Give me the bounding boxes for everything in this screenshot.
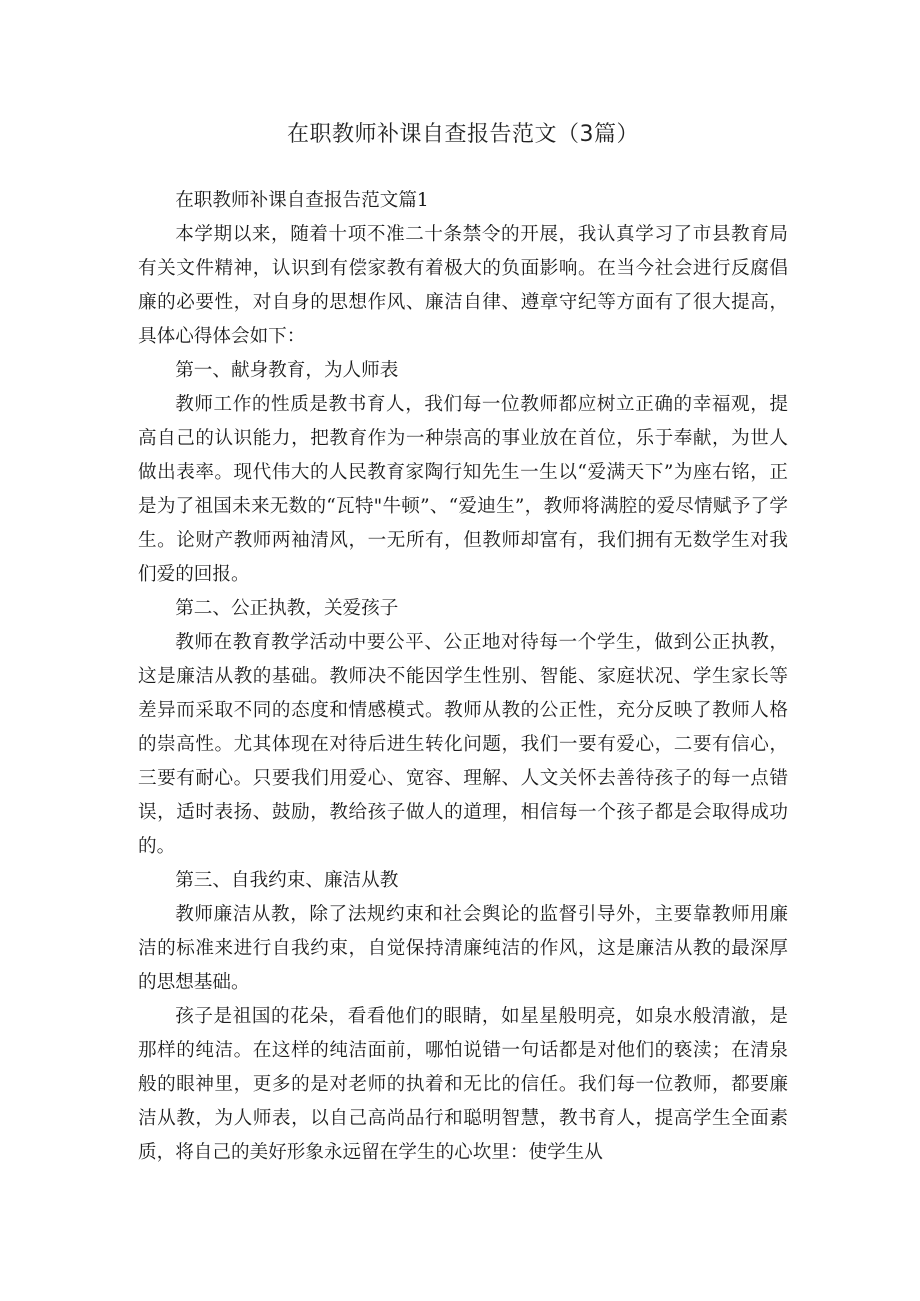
section-heading-article-1: 在职教师补课自查报告范文篇1 <box>175 190 429 211</box>
paragraph-intro: 本学期以来，随着十项不准二十条禁令的开展，我认真学习了市县教育局有关文件精神，认识到有偿家教有着极大的负面影响。在当今社会进行反腐倡廉的必要性，对自身的思想作风、廉洁自律、遵章守纪等方面有了很大提高，具体心得体会如下： <box>138 224 788 347</box>
document-body <box>138 184 788 1170</box>
paragraph-second: 教师在教育教学活动中要公平、公正地对待每一个学生，做到公正执教，这是廉洁从教的基础。教师决不能因学生性别、智能、家庭状况、学生家长等差异而采取不同的态度和情感模式。教师从教的公正性，充分反映了教师人格的崇高性。尤其体现在对待后进生转化问题，我们一要有爱心，二要有信心，三要有耐心。只要我们用爱心、宽容、理解、人文关怀去善待孩子的每一点错误，适时表扬、鼓励，教给孩子做人的道理，相信每一个孩子都是会取得成功的。 <box>138 632 788 857</box>
document-title: 在职教师补课自查报告范文（3篇） <box>287 122 639 147</box>
paragraph-children: 孩子是祖国的花朵，看看他们的眼睛，如星星般明亮，如泉水般清澈，是那样的纯洁。在这样的纯洁面前，哪怕说错一句话都是对他们的亵渎；在清泉般的眼神里，更多的是对老师的执着和无比的信任。我们每一位教师，都要廉洁从教，为人师表，以自己高尚品行和聪明智慧，教书育人，提高学生全面素质，将自己的美好形象永远留在学生的心坎里：使学生从 <box>138 1006 788 1163</box>
section-heading-third: 第三、自我约束、廉洁从教 <box>175 870 399 891</box>
section-heading-first: 第一、献身教育，为人师表 <box>175 360 399 381</box>
paragraph-third: 教师廉洁从教，除了法规约束和社会舆论的监督引导外，主要靠教师用廉洁的标准来进行自我约束，自觉保持清廉纯洁的作风，这是廉洁从教的最深厚的思想基础。 <box>138 904 788 993</box>
paragraph-first: 教师工作的性质是教书育人，我们每一位教师都应树立正确的幸福观，提高自己的认识能力，把教育作为一种崇高的事业放在首位，乐于奉献，为世人做出表率。现代伟大的人民教育家陶行知先生一生以“爱满天下”为座右铭，正是为了祖国未来无数的“瓦特"牛顿”、“爱迪生”，教师将满腔的爱尽情赋予了学生。论财产教师两袖清风，一无所有，但教师却富有，我们拥有无数学生对我们爱的回报。 <box>138 394 788 585</box>
section-heading-second: 第二、公正执教，关爱孩子 <box>175 598 399 619</box>
